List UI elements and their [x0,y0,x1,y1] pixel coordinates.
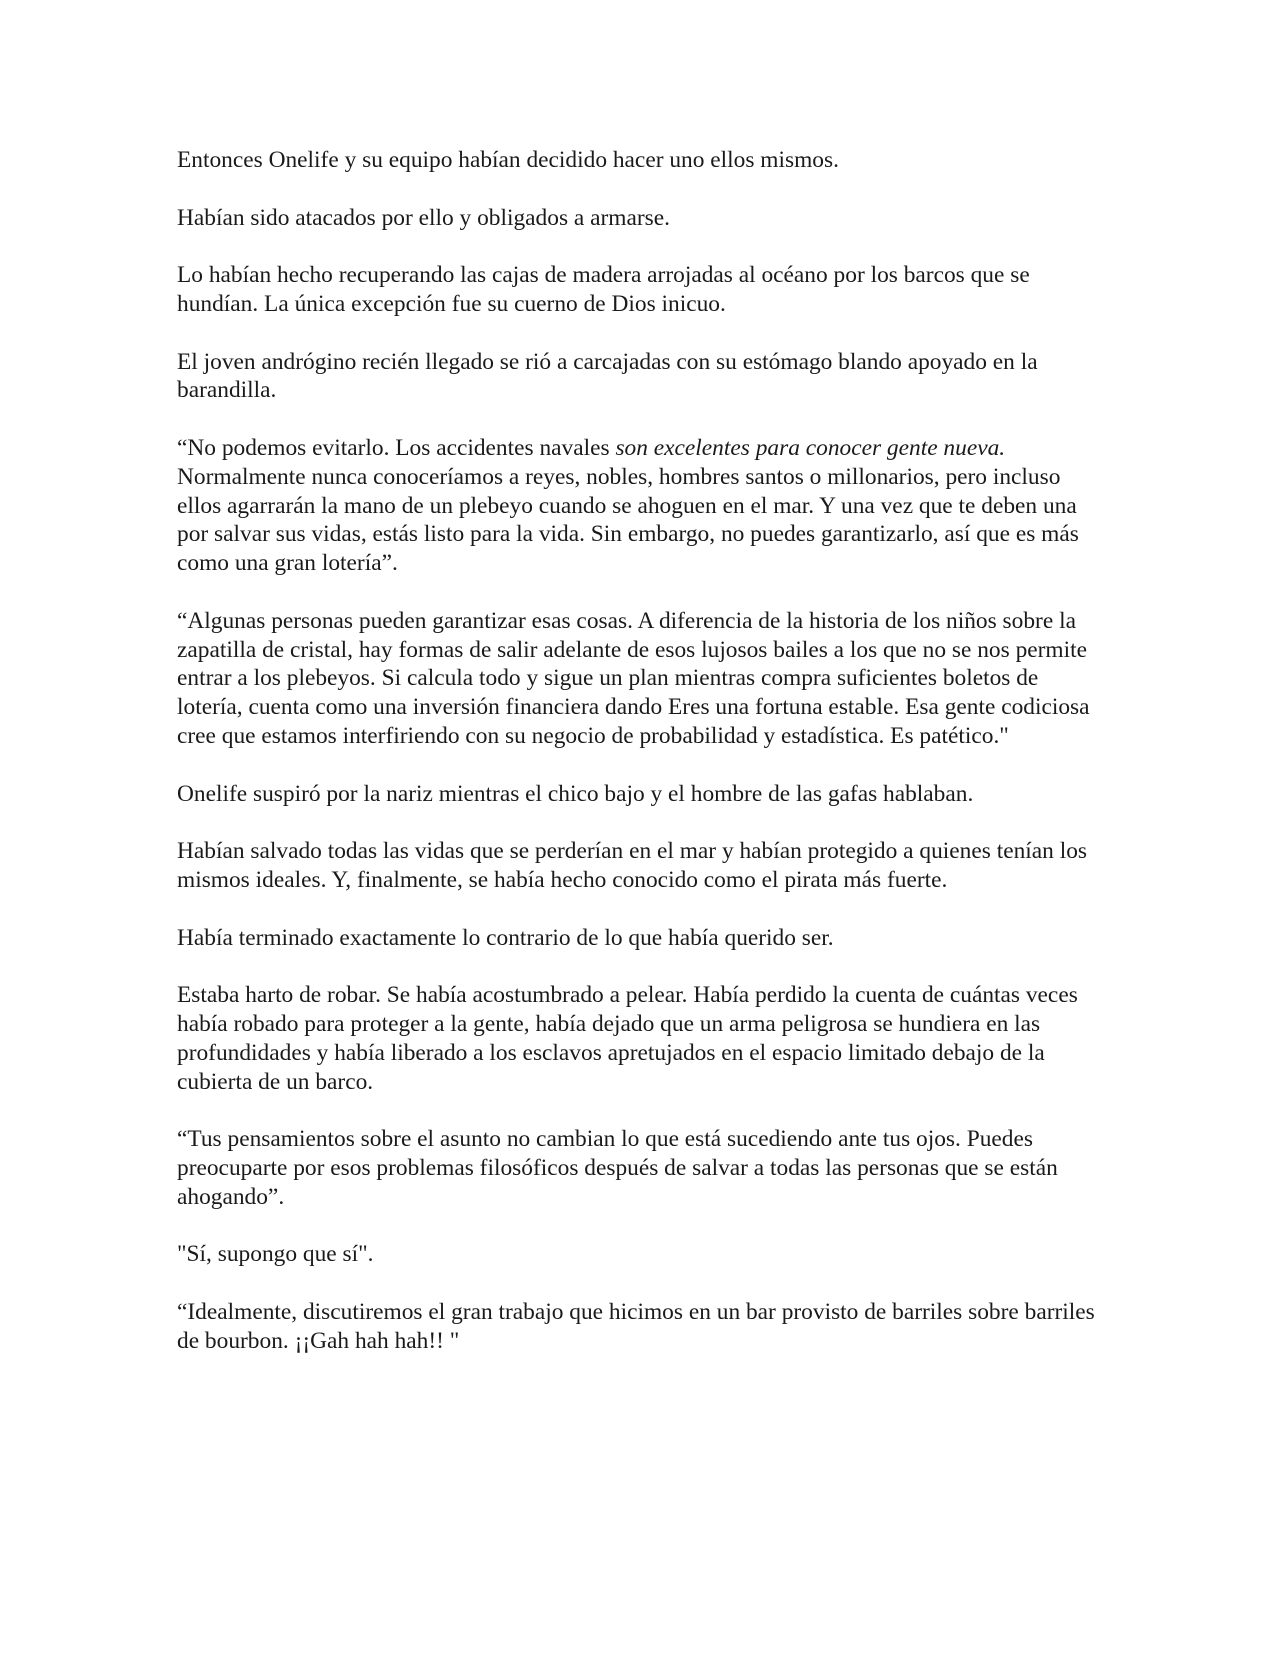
paragraph-11: “Tus pensamientos sobre el asunto no cambian lo que está sucediendo ante tus ojos. Puedes preocuparte por esos problemas filosóficos después de salvar a todas las personas que se están ahogando”. [177,1126,1058,1210]
paragraph-2: Habían sido atacados por ello y obligados a armarse. [177,204,670,231]
paragraph-6: “Algunas personas pueden garantizar esas cosas. A diferencia de la historia de los niños sobre la zapatilla de cristal, hay formas de salir adelante de esos lujosos bailes a los que no se nos permite entrar a los plebeyos. Si calcula todo y sigue un plan mientras compra suficientes boletos de lotería, cuenta como una inversión financiera dando Eres una fortuna estable. Esa gente codiciosa cree que estamos interfiriendo con su negocio de probabilidad y estadística. Es patético." [177,607,1090,749]
paragraph-1: Entonces Onelife y su equipo habían decidido hacer uno ellos mismos. [177,147,839,173]
paragraph-5-text-end: Normalmente nunca conoceríamos a reyes, nobles, hombres santos o millonarios, pero incluso ellos agarrarán la mano de un plebeyo cuando se ahoguen en el mar. Y una vez que te deben una por salvar sus vidas, estás listo para la vida. Sin embargo, no puedes garantizarlo, así que es más como una gran lotería”. [177,463,1079,577]
document-body [177,146,1107,1384]
paragraph-5-italic-phrase: son excelentes para conocer gente nueva. [615,434,1006,461]
paragraph-10: Estaba harto de robar. Se había acostumbrado a pelear. Había perdido la cuenta de cuántas veces había robado para proteger a la gente, había dejado que un arma peligrosa se hundiera en las profundidades y había liberado a los esclavos apretujados en el espacio limitado debajo de la cubierta de un barco. [177,982,1078,1095]
paragraph-9: Había terminado exactamente lo contrario de lo que había querido ser. [177,924,834,951]
paragraph-5 [177,434,1107,578]
paragraph-12: "Sí, supongo que sí". [177,1241,374,1268]
paragraph-5-text-start: “No podemos evitarlo. Los accidentes navales [177,434,616,461]
paragraph-7: Onelife suspiró por la nariz mientras el chico bajo y el hombre de las gafas hablaban. [177,780,974,807]
paragraph-4: El joven andrógino recién llegado se rió a carcajadas con su estómago blando apoyado en la barandilla. [177,348,1038,404]
paragraph-13: “Idealmente, discutiremos el gran trabajo que hicimos en un bar provisto de barriles sobre barriles de bourbon. ¡¡Gah hah hah!! " [177,1298,1095,1354]
paragraph-8: Habían salvado todas las vidas que se perderían en el mar y habían protegido a quienes tenían los mismos ideales. Y, finalmente, se había hecho conocido como el pirata más fuerte. [177,838,1087,893]
paragraph-3: Lo habían hecho recuperando las cajas de madera arrojadas al océano por los barcos que se hundían. La única excepción fue su cuerno de Dios inicuo. [177,262,1030,317]
